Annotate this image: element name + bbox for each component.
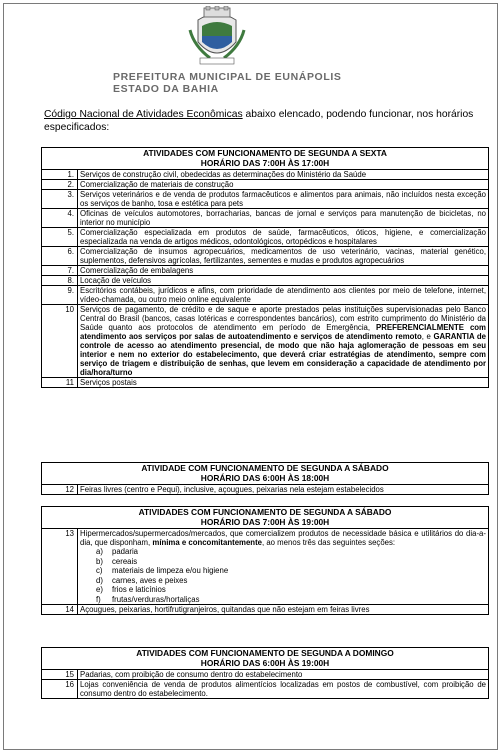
row-number: 2. (42, 180, 78, 190)
row-number: 16 (42, 680, 78, 699)
row-text-bold: PREFERENCIALMENTE com atendimento aos serviços por salas de autoatendimento e serviços de atendimento remoto (80, 323, 486, 341)
table-row (42, 670, 489, 680)
row-text: Escritórios contábeis, jurídicos e afins, com prioridade de atendimento aos clientes por meio de telefone, internet, vídeo-chamada, ou outro meio online equivalente (78, 286, 489, 305)
list-letter: f) (96, 594, 101, 604)
table-row (42, 485, 489, 495)
row-number: 13 (42, 529, 78, 605)
row-text-bold: mínima e concomitantemente (152, 538, 263, 547)
row-text: Serviços de construção civil, obedecidas as determinações do Ministério da Saúde (78, 170, 489, 180)
block-header (42, 148, 489, 170)
table-row (42, 228, 489, 247)
list-letter: a) (96, 547, 103, 556)
row-number: 3. (42, 190, 78, 209)
row-number: 6. (42, 247, 78, 266)
list-text: padaria (112, 547, 139, 556)
intro-rest: abaixo elencado, podendo funcionar, nos horários especificados: (44, 109, 474, 133)
block-hours: HORÁRIO DAS 7:00H ÀS 17:00H (200, 157, 330, 168)
row-number: 9. (42, 286, 78, 305)
list-item (96, 576, 486, 586)
block-header (42, 463, 489, 485)
list-item (96, 585, 486, 595)
table-row (42, 680, 489, 699)
table-row (42, 529, 489, 605)
row-text: Padarias, com proibição de consumo dentro do estabelecimento (78, 670, 489, 680)
block-title: ATIVIDADES COM FUNCIONAMENTO DE SEGUNDA A SEXTA (143, 148, 387, 158)
row-text-bold: GARANTIA de controle de acesso ao atendimento presencial, de modo que não haja aglomeração de pessoas em seu interior e nem no exterior do estabelecimento, que deverá criar estratégias de atendimento, sempre com serviço de triagem e distribuição de senhas, que levem em consideração a capacidade de atendimento por dia/hora/turno (80, 332, 486, 377)
row-number: 5. (42, 228, 78, 247)
row-text: Feiras livres (centro e Pequi), inclusive, açougues, peixarias nela estejam estabelecidos (78, 485, 489, 495)
table-row (42, 247, 489, 266)
letterhead-line2: ESTADO DA BAHIA (113, 83, 219, 95)
block-header (42, 507, 489, 529)
block-header (42, 648, 489, 670)
table-row (42, 190, 489, 209)
row-text: Comercialização de embalagens (78, 266, 489, 276)
row-number: 8. (42, 276, 78, 286)
block-mon-sat-7-19 (41, 506, 489, 615)
block-hours: HORÁRIO DAS 6:00H ÀS 18:00H (200, 472, 330, 483)
table-row (42, 305, 489, 378)
letterhead-line1: PREFEITURA MUNICIPAL DE EUNÁPOLIS (113, 71, 342, 83)
row-text: Oficinas de veículos automotores, borracharias, bancas de jornal e serviços para manutenção de bicicletas, no interior no município (78, 209, 489, 228)
row-number: 14 (42, 605, 78, 615)
list-letter: b) (96, 556, 103, 566)
letterhead (113, 71, 341, 95)
block-title: ATIVIDADE COM FUNCIONAMENTO DE SEGUNDA A SÁBADO (141, 463, 389, 473)
block-hours: HORÁRIO DAS 7:00H ÀS 19:00H (200, 516, 330, 527)
list-text: frutas/verduras/hortaliças (112, 594, 200, 604)
table-row (42, 180, 489, 190)
table-row (42, 378, 489, 388)
row-text: Lojas conveniência de venda de produtos alimentícios localizadas em postos de combustível, com proibição de consumo dentro do estabelecimento. (78, 680, 489, 699)
list-text: carnes, aves e peixes (112, 575, 188, 585)
list-letter: c) (96, 566, 103, 575)
row-number: 10 (42, 305, 78, 378)
row-text: Serviços veterinários e de venda de produtos farmacêuticos e alimentos para animais, não incluídos nesta exceção os serviços de banho, tosa e estética para pets (78, 190, 489, 209)
list-text: materiais de limpeza e/ou higiene (112, 566, 229, 575)
block-hours: HORÁRIO DAS 6:00H ÀS 19:00H (200, 657, 330, 668)
row-text: Comercialização de materiais de construção (78, 180, 489, 190)
intro-underlined: Código Nacional de Atividades Econômicas (44, 109, 243, 120)
block-mon-fri (41, 147, 489, 388)
block-mon-sat-6-18 (41, 462, 489, 495)
list-item (96, 595, 486, 605)
intro-paragraph (44, 109, 492, 134)
block-title: ATIVIDADES COM FUNCIONAMENTO DE SEGUNDA A SÁBADO (138, 507, 392, 517)
row-text (78, 529, 489, 605)
row-text-part: , ao menos três das seguintes seções: (262, 538, 396, 547)
table-row (42, 170, 489, 180)
row-text: Serviços postais (78, 378, 489, 388)
row-text: Açougues, peixarias, hortifrutigranjeiros, quitandas que não estejam em feiras livres (78, 605, 489, 615)
row-number: 1. (42, 170, 78, 180)
list-item (96, 557, 486, 567)
list-text: frios e laticínios (112, 585, 166, 594)
table-row (42, 209, 489, 228)
row-text-part: Serviços de pagamento, de crédito e de saque e aporte prestados pelas instituições supervisionadas pelo Banco Central do Brasil (bancos, casas lotéricas e correspondentes bancários), com estrito cumprimento do Ministério da Saúde quanto aos protocolos de atendimento em período de Emergência, (80, 305, 486, 332)
row-text: Comercialização de insumos agropecuários, medicamentos de uso veterinário, vacinas, material genético, suplementos, defensivos agrícolas, fertilizantes, sementes e mudas e produtos agropecuários (78, 247, 489, 266)
row-number: 7. (42, 266, 78, 276)
row-number: 11 (42, 378, 78, 388)
municipal-coat-of-arms-icon (188, 6, 246, 68)
list-item (96, 566, 486, 576)
row-number: 15 (42, 670, 78, 680)
block-title: ATIVIDADES COM FUNCIONAMENTO DE SEGUNDA A DOMINGO (136, 648, 394, 658)
table-row (42, 266, 489, 276)
list-letter: e) (96, 585, 103, 594)
block-mon-sun (41, 647, 489, 699)
table-row (42, 276, 489, 286)
list-letter: d) (96, 575, 103, 585)
row-text (78, 305, 489, 378)
row-number: 4. (42, 209, 78, 228)
sections-list (80, 547, 486, 604)
row-number: 12 (42, 485, 78, 495)
table-row (42, 286, 489, 305)
table-row (42, 605, 489, 615)
row-text-part: , e (421, 332, 434, 341)
list-text: cereais (112, 556, 138, 566)
list-item (96, 547, 486, 557)
row-text: Locação de veículos (78, 276, 489, 286)
row-text: Comercialização especializada em produtos de saúde, farmacêuticos, óticos, higiene, e comercialização especializada na venda de artigos médicos, odontológicos, ortopédicos e hospitalares (78, 228, 489, 247)
row-text-part: Hipermercados/supermercados/mercados, que comercializem produtos de necessidade básica e utilitários do dia-a-dia, que disponham, (80, 529, 486, 547)
